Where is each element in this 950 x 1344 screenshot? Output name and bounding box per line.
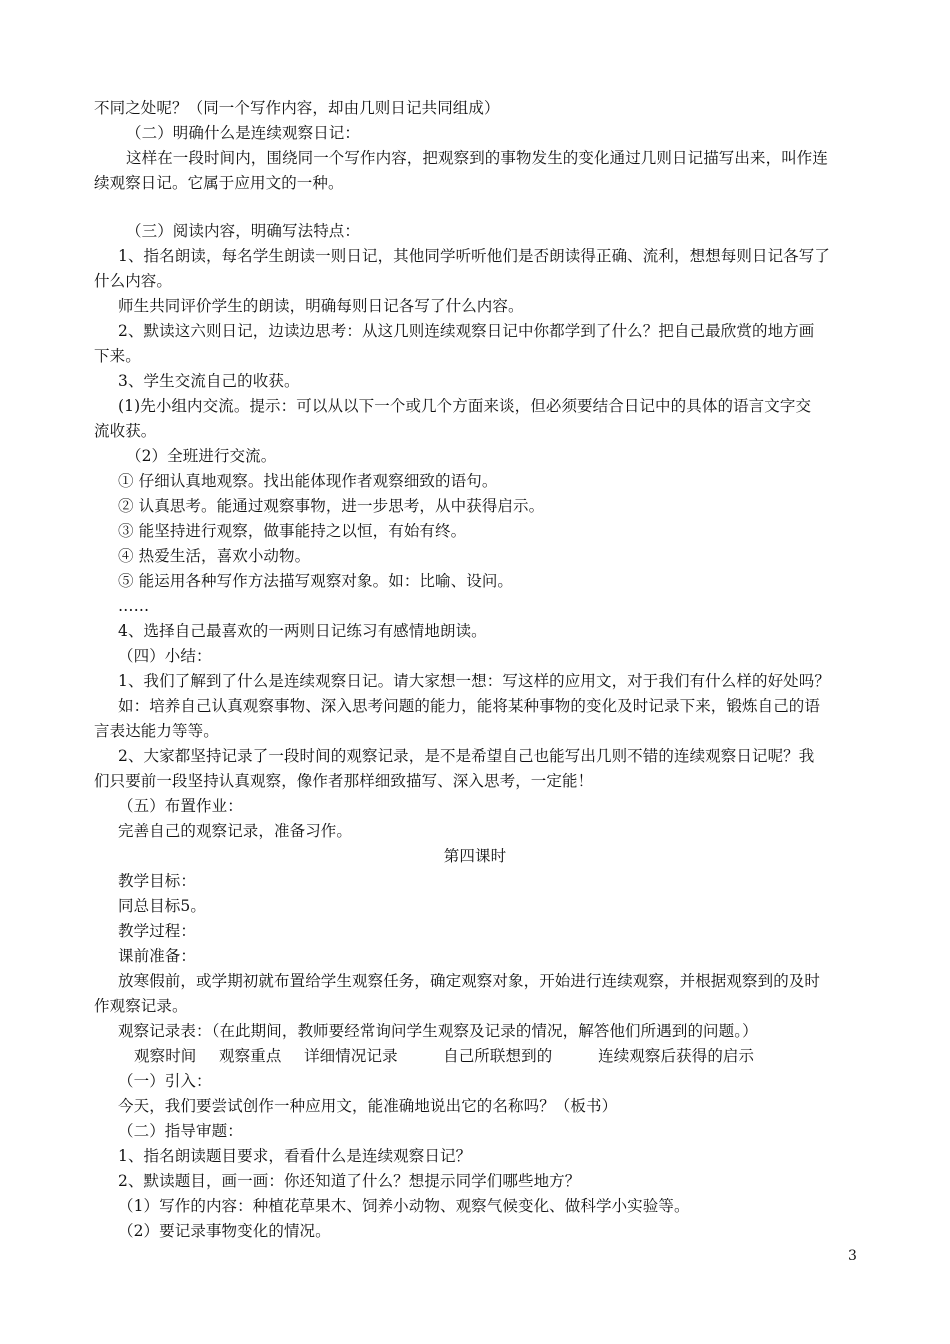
paragraph-line: 课前准备：	[118, 947, 197, 965]
paragraph-line: （2）全班进行交流。	[126, 447, 277, 465]
list-item: ② 认真思考。能通过观察事物，进一步思考，从中获得启示。	[118, 497, 545, 515]
list-item: ③ 能坚持进行观察，做事能持之以恒，有始有终。	[118, 522, 467, 540]
section-heading: （四）小结：	[118, 647, 212, 665]
paragraph-line: 们只要前一段坚持认真观察，像作者那样细致描写、深入思考，一定能！	[94, 772, 594, 790]
paragraph-line: 下来。	[94, 347, 141, 365]
paragraph-line: 观察记录表：（在此期间，教师要经常询问学生观察及记录的情况，解答他们所遇到的问题。）	[118, 1022, 758, 1040]
list-item: ⑤ 能运用各种写作方法描写观察对象。如：比喻、设问。	[118, 572, 514, 590]
paragraph-line: 教学过程：	[118, 922, 197, 940]
paragraph-line: 作观察记录。	[94, 997, 188, 1015]
section-heading: （三）阅读内容，明确写法特点：	[126, 222, 361, 240]
paragraph-line: 续观察日记。它属于应用文的一种。	[94, 174, 344, 192]
column-header: 详细情况记录	[304, 1047, 398, 1065]
section-heading: （二）明确什么是连续观察日记：	[126, 124, 361, 142]
record-table-header	[134, 1044, 914, 1069]
column-header: 自己所联想到的	[443, 1047, 553, 1065]
paragraph-line: 完善自己的观察记录，准备习作。	[118, 822, 353, 840]
lesson-title: 第四课时	[443, 847, 507, 865]
paragraph-line: 什么内容。	[94, 272, 173, 290]
paragraph-line: 师生共同评价学生的朗读，明确每则日记各写了什么内容。	[118, 297, 524, 315]
paragraph-line: 流收获。	[94, 422, 157, 440]
paragraph-line: 2、默读这六则日记，边读边思考：从这几则连续观察日记中你都学到了什么？把自己最欣赏的地方画	[118, 322, 815, 340]
paragraph-line: 如：培养自己认真观察事物、深入思考问题的能力，能将某种事物的变化及时记录下来，锻炼自己的语	[118, 697, 821, 715]
paragraph-line: 2、大家都坚持记录了一段时间的观察记录，是不是希望自己也能写出几则不错的连续观察日记呢？我	[118, 747, 815, 765]
column-header: 观察时间	[134, 1047, 197, 1065]
paragraph-line: 今天，我们要尝试创作一种应用文，能准确地说出它的名称吗？（板书）	[118, 1097, 618, 1115]
section-heading: （二）指导审题：	[118, 1122, 243, 1140]
paragraph-line: （2）要记录事物变化的情况。	[118, 1222, 331, 1240]
paragraph-line: 4、选择自己最喜欢的一两则日记练习有感情地朗读。	[118, 622, 487, 640]
section-heading: （五）布置作业：	[118, 797, 243, 815]
paragraph-line: 同总目标5。	[118, 897, 206, 915]
paragraph-line: 1、我们了解到了什么是连续观察日记。请大家想一想：写这样的应用文，对于我们有什么样的好处吗？	[118, 672, 830, 690]
list-item: ① 仔细认真地观察。找出能体现作者观察细致的语句。	[118, 472, 498, 490]
ellipsis: ……	[118, 597, 150, 615]
paragraph-line: 2、默读题目，画一画：你还知道了什么？想提示同学们哪些地方？	[118, 1172, 581, 1190]
page-number: 3	[848, 1248, 857, 1264]
section-heading: （一）引入：	[118, 1072, 212, 1090]
paragraph-line: (1)先小组内交流。提示：可以从以下一个或几个方面来谈，但必须要结合日记中的具体的语言文字交	[118, 397, 812, 415]
paragraph-line: 不同之处呢？（同一个写作内容，却由几则日记共同组成）	[94, 99, 500, 117]
paragraph-line: 1、指名朗读，每名学生朗读一则日记，其他同学听听他们是否朗读得正确、流利，想想每则日记各写了	[118, 247, 830, 265]
column-header: 连续观察后获得的启示	[598, 1047, 755, 1065]
paragraph-line: （1）写作的内容：种植花草果木、饲养小动物、观察气候变化、做科学小实验等。	[118, 1197, 690, 1215]
column-header: 观察重点	[219, 1047, 282, 1065]
paragraph-line: 放寒假前，或学期初就布置给学生观察任务，确定观察对象，开始进行连续观察，并根据观察到的及时	[118, 972, 821, 990]
paragraph-line: 3、学生交流自己的收获。	[118, 372, 300, 390]
paragraph-line: 教学目标：	[118, 872, 197, 890]
paragraph-line: 言表达能力等等。	[94, 722, 219, 740]
list-item: ④ 热爱生活，喜欢小动物。	[118, 547, 311, 565]
paragraph-line: 1、指名朗读题目要求，看看什么是连续观察日记？	[118, 1147, 472, 1165]
paragraph-line: 这样在一段时间内，围绕同一个写作内容，把观察到的事物发生的变化通过几则日记描写出来，叫作连	[126, 149, 829, 167]
